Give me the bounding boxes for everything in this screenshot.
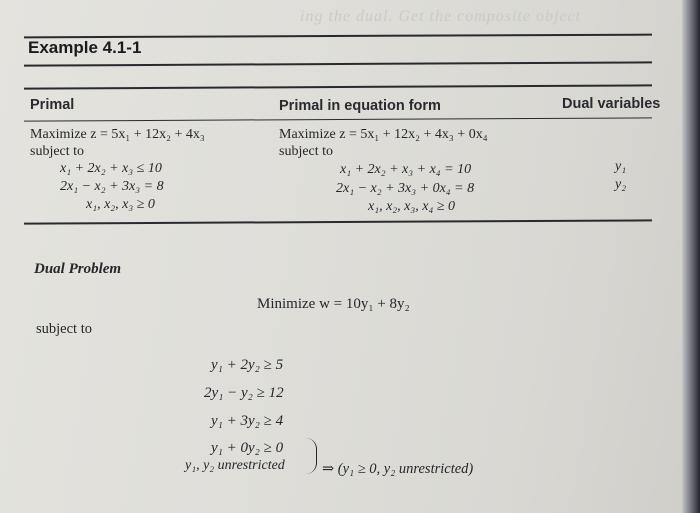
primal-eq-subject-to: subject to (279, 144, 334, 159)
dual-constraint-1: y₁ + 2y₂ ≥ 5 (211, 357, 284, 373)
dual-problem-heading: Dual Problem (34, 261, 122, 277)
dual-constraint-4: y₁ + 0y₂ ≥ 0 (211, 440, 284, 456)
primal-eq-constraint-2: 2x₁ − x₂ + 3x₃ + 0x₄ = 8 (336, 181, 475, 196)
table-bottom-rule (24, 219, 652, 224)
primal-constraint-2: 2x₁ − x₂ + 3x₃ = 8 (60, 179, 164, 194)
dual-constraint-3: y₁ + 3y₂ ≥ 4 (211, 413, 284, 429)
dual-objective: Minimize w = 10y₁ + 8y₂ (257, 296, 410, 312)
bleed-through-text: ing the dual. Get the composite object (300, 8, 582, 25)
primal-objective: Maximize z = 5x₁ + 12x₂ + 4x₃ (30, 127, 205, 142)
example-title: Example 4.1-1 (28, 38, 142, 57)
dual-unrestricted-note: y₁, y₂ unrestricted (185, 458, 285, 473)
dual-variable-y2: y₂ (615, 177, 627, 192)
page-edge-shadow (682, 0, 700, 513)
right-brace (306, 438, 317, 474)
header-primal-equation-form: Primal in equation form (279, 98, 441, 114)
primal-eq-nonnegativity: x₁, x₂, x₃, x₄ ≥ 0 (368, 199, 456, 214)
top-rule (24, 34, 652, 38)
header-rule (24, 117, 652, 122)
primal-eq-constraint-1: x₁ + 2x₂ + x₃ + x₄ = 10 (340, 162, 472, 177)
primal-nonnegativity: x₁, x₂, x₃ ≥ 0 (86, 197, 155, 212)
title-rule (24, 61, 652, 66)
dual-constraint-2: 2y₁ − y₂ ≥ 12 (204, 385, 284, 401)
header-primal: Primal (30, 97, 75, 113)
primal-eq-objective: Maximize z = 5x₁ + 12x₂ + 4x₃ + 0x₄ (279, 127, 488, 142)
dual-variable-y1: y₁ (615, 159, 627, 174)
dual-implication: ⇒ (y₁ ≥ 0, y₂ unrestricted) (322, 461, 474, 477)
dual-subject-to: subject to (36, 321, 92, 337)
primal-subject-to: subject to (30, 144, 85, 159)
table-top-rule (24, 84, 652, 89)
header-dual-variables: Dual variables (562, 96, 661, 112)
primal-constraint-1: x₁ + 2x₂ + x₃ ≤ 10 (60, 161, 162, 176)
